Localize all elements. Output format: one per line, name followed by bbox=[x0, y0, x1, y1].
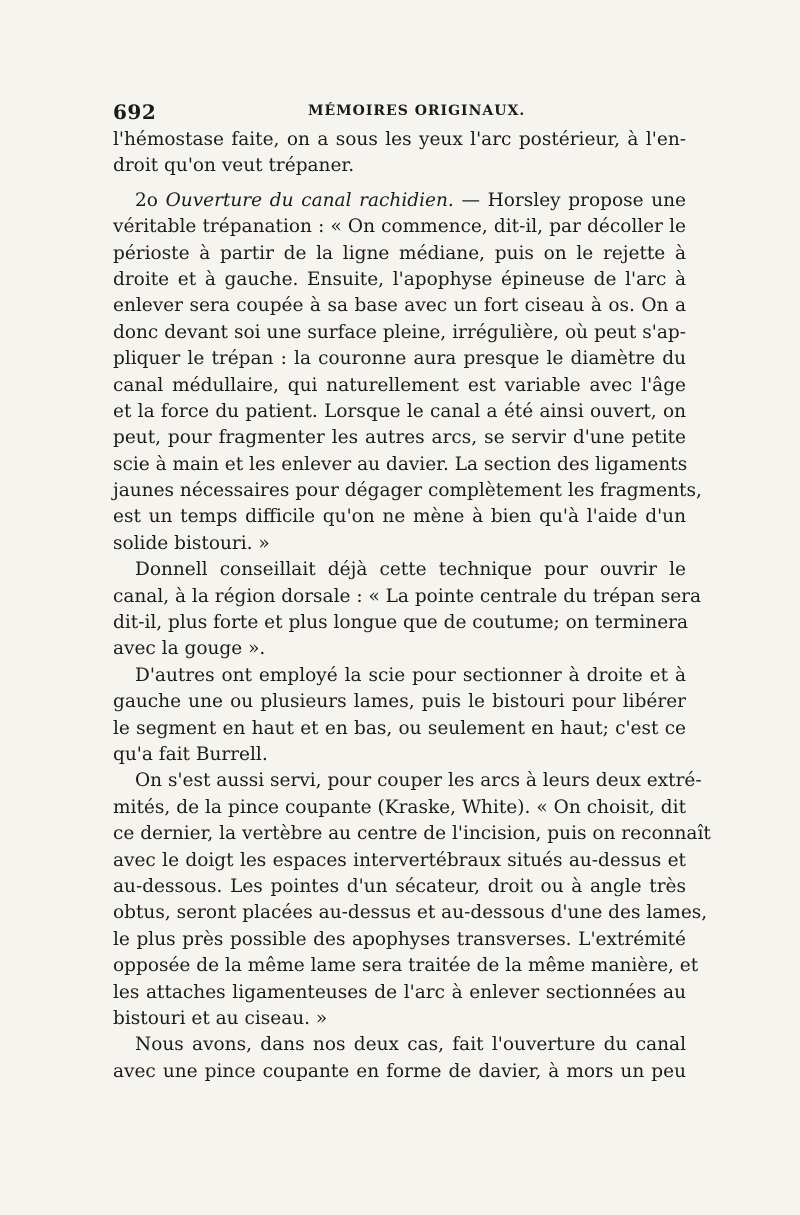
text-line: dit-il, plus forte et plus longue que de coutume; on terminera bbox=[113, 612, 689, 634]
text-line: le segment en haut et en bas, ou seulement en haut; c'est ce bbox=[113, 717, 686, 739]
text-line: véritable trépanation : « On commence, dit-il, par décoller le bbox=[113, 216, 686, 238]
text-line: le plus près possible des apophyses transverses. L'extrémité bbox=[113, 928, 686, 950]
text-line: Donnell conseillait déjà cette technique pour ouvrir le bbox=[135, 559, 686, 581]
text-line: au-dessous. Les pointes d'un sécateur, droit ou à angle très bbox=[113, 875, 686, 897]
section-lead-text: — Horsley propose une bbox=[461, 189, 687, 211]
running-title: MÉMOIRES ORIGINAUX. bbox=[308, 103, 526, 119]
text-line: bistouri et au ciseau. » bbox=[113, 1007, 328, 1029]
text-line: scie à main et les enlever au davier. La section des ligaments bbox=[113, 453, 688, 475]
text-line: opposée de la même lame sera traitée de la même manière, et bbox=[113, 955, 699, 977]
text-line: qu'a fait Burrell. bbox=[113, 743, 268, 765]
text-line: jaunes nécessaires pour dégager complètement les fragments, bbox=[113, 480, 702, 502]
text-line: gauche une ou plusieurs lames, puis le bistouri pour libérer bbox=[113, 691, 686, 713]
text-line: avec la gouge ». bbox=[113, 638, 266, 660]
text-line: D'autres ont employé la scie pour sectionner à droite et à bbox=[135, 664, 686, 686]
page-number: 692 bbox=[113, 100, 157, 124]
text-line: les attaches ligamenteuses de l'arc à enlever sectionnées au bbox=[113, 981, 686, 1003]
text-line: pliquer le trépan : la couronne aura presque le diamètre du bbox=[113, 348, 686, 370]
text-line: donc devant soi une surface pleine, irrégulière, où peut s'ap- bbox=[113, 321, 686, 343]
text-line: avec le doigt les espaces intervertébraux situés au-dessus et bbox=[113, 849, 686, 871]
text-line: est un temps difficile qu'on ne mène à bien qu'à l'aide d'un bbox=[113, 506, 686, 528]
section-title: Ouverture du canal rachidien. bbox=[165, 189, 454, 211]
text-line: droite et à gauche. Ensuite, l'apophyse épineuse de l'arc à bbox=[113, 268, 686, 290]
text-line: enlever sera coupée à sa base avec un fort ciseau à os. On a bbox=[113, 295, 686, 317]
text-line: Nous avons, dans nos deux cas, fait l'ouverture du canal bbox=[135, 1034, 686, 1056]
section-number: 2o bbox=[135, 189, 158, 211]
text-line: l'hémostase faite, on a sous les yeux l'arc postérieur, à l'en- bbox=[113, 129, 686, 150]
text-line: canal, à la région dorsale : « La pointe centrale du trépan sera bbox=[113, 585, 702, 607]
text-line: canal médullaire, qui naturellement est variable avec l'âge bbox=[113, 374, 686, 396]
section-heading-line bbox=[113, 188, 686, 214]
text-line: On s'est aussi servi, pour couper les arcs à leurs deux extré- bbox=[135, 770, 702, 792]
text-line: périoste à partir de la ligne médiane, puis on le rejette à bbox=[113, 242, 686, 264]
text-line: droit qu'on veut trépaner. bbox=[113, 155, 355, 177]
text-line: mités, de la pince coupante (Kraske, White). « On choisit, dit bbox=[113, 796, 686, 818]
text-line: peut, pour fragmenter les autres arcs, se servir d'une petite bbox=[113, 427, 686, 449]
body-text bbox=[113, 127, 711, 1085]
text-line: obtus, seront placées au-dessus et au-dessous d'une des lames, bbox=[113, 902, 708, 924]
text-line: avec une pince coupante en forme de davier, à mors un peu bbox=[113, 1060, 686, 1082]
text-line: et la force du patient. Lorsque le canal a été ainsi ouvert, on bbox=[113, 400, 686, 422]
text-line: solide bistouri. » bbox=[113, 532, 270, 554]
text-line: ce dernier, la vertèbre au centre de l'incision, puis on reconnaît bbox=[113, 823, 711, 845]
running-head bbox=[113, 100, 688, 124]
